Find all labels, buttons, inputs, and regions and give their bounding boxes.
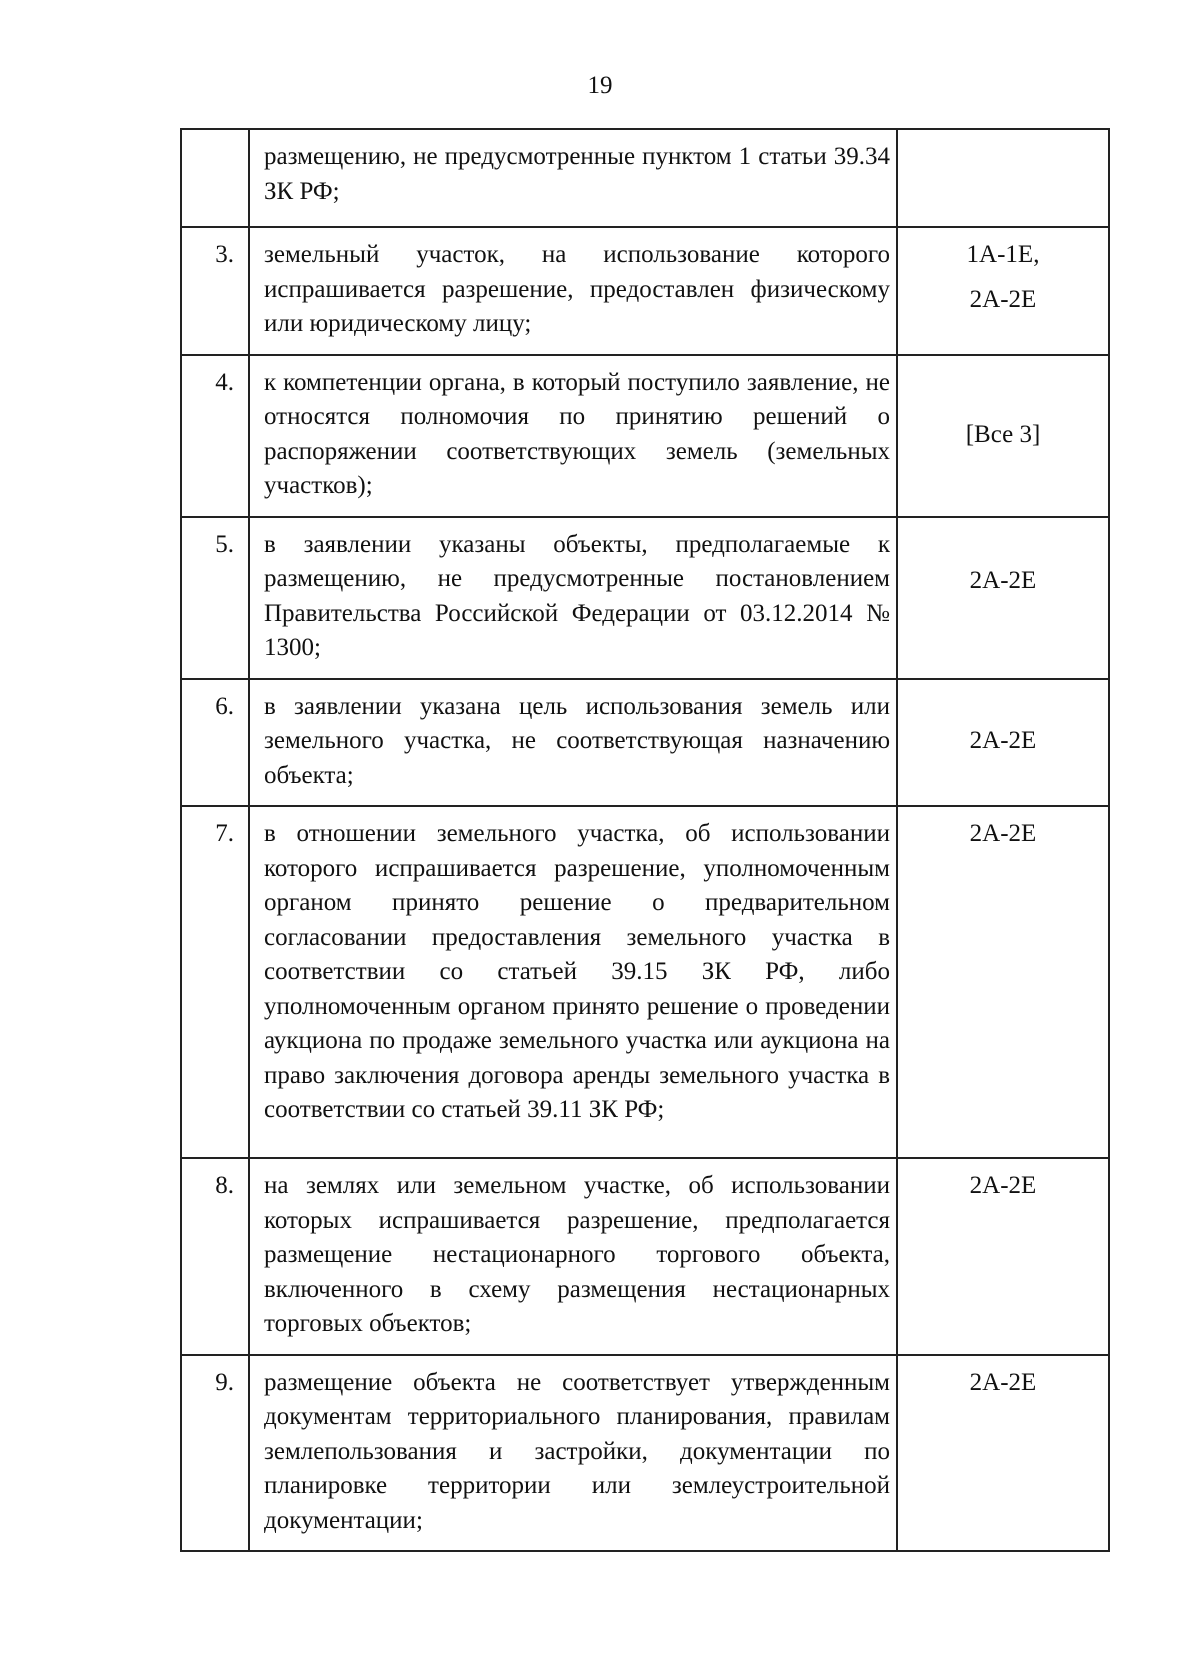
row-code	[897, 227, 1109, 355]
code-line: 2А-2Е	[969, 566, 1037, 594]
row-code	[897, 1355, 1109, 1552]
code-line: 2А-2Е	[969, 726, 1037, 754]
row-number: 6.	[181, 679, 249, 807]
page-number: 19	[587, 72, 613, 99]
table-row	[181, 1355, 1109, 1552]
table-row	[181, 129, 1109, 227]
code-line: 1А-1Е,	[966, 241, 1040, 268]
table-row	[181, 1158, 1109, 1355]
row-number	[181, 129, 249, 227]
row-number: 4.	[181, 355, 249, 517]
table-row	[181, 227, 1109, 355]
code-line: 2А-2Е	[969, 285, 1037, 313]
row-text: на землях или земельном участке, об использовании которых испрашивается разрешение, предполагается размещение нестационарного торгового объекта, включенного в схему размещения нестационарных торговых объектов;	[249, 1158, 897, 1355]
row-code	[897, 806, 1109, 1158]
row-text: размещение объекта не соответствует утвержденным документам территориального планирования, правилам землепользования и застройки, документации по планировке территории или землеустроительной документации;	[249, 1355, 897, 1552]
row-text: в заявлении указаны объекты, предполагаемые к размещению, не предусмотренные постановлением Правительства Российской Федерации от 03.12.2014 № 1300;	[249, 517, 897, 679]
row-text: размещению, не предусмотренные пунктом 1 статьи 39.34 ЗК РФ;	[249, 129, 897, 227]
row-number: 5.	[181, 517, 249, 679]
row-code	[897, 1158, 1109, 1355]
row-text: в заявлении указана цель использования земель или земельного участка, не соответствующая назначению объекта;	[249, 679, 897, 807]
table-row	[181, 355, 1109, 517]
code-line: [Все 3]	[965, 421, 1041, 449]
row-text: земельный участок, на использование которого испрашивается разрешение, предоставлен физическому или юридическому лицу;	[249, 227, 897, 355]
row-number: 7.	[181, 806, 249, 1158]
table-row	[181, 806, 1109, 1158]
row-number: 8.	[181, 1158, 249, 1355]
table-row	[181, 679, 1109, 807]
conditions-table	[180, 128, 1110, 1552]
table-row	[181, 517, 1109, 679]
code-line: 2А-2Е	[969, 1368, 1037, 1396]
row-code	[897, 517, 1109, 679]
row-text: в отношении земельного участка, об использовании которого испрашивается разрешение, уполномоченным органом принято решение о предварительном согласовании предоставления земельного участка в соответствии со статьей 39.15 ЗК РФ, либо уполномоченным органом принято решение о проведении аукциона по продаже земельного участка или аукциона на право заключения договора аренды земельного участка в соответствии со статьей 39.11 ЗК РФ;	[249, 806, 897, 1158]
code-line: 2А-2Е	[969, 820, 1037, 847]
row-code	[897, 679, 1109, 807]
row-text: к компетенции органа, в который поступило заявление, не относятся полномочия по принятию решений о распоряжении соответствующих земель (земельных участков);	[249, 355, 897, 517]
code-line: 2А-2Е	[969, 1172, 1037, 1199]
row-code	[897, 129, 1109, 227]
row-code	[897, 355, 1109, 517]
row-number: 9.	[181, 1355, 249, 1552]
row-number: 3.	[181, 227, 249, 355]
